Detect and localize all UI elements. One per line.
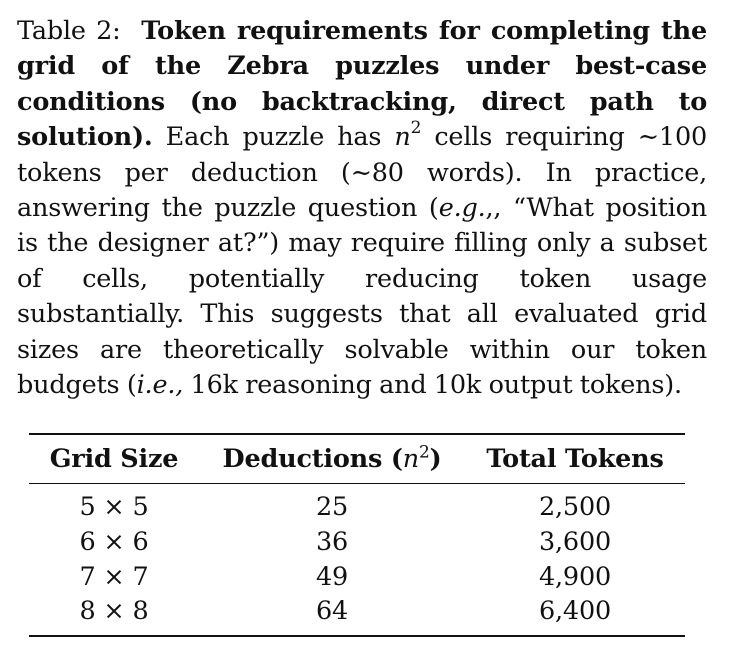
header-deductions-prefix: Deductions ( xyxy=(222,444,403,474)
caption-text-2: cells requiring ∼100 tokens per deduction (∼80 words). In practice, answering the puzzle question ( xyxy=(17,122,708,224)
cell-grid: 8 × 8 xyxy=(29,594,199,636)
token-table xyxy=(29,433,685,637)
header-grid-size: Grid Size xyxy=(29,434,199,484)
caption-text-1: Each puzzle has xyxy=(165,122,395,153)
cell-deductions: 25 xyxy=(199,484,465,525)
cell-tokens: 6,400 xyxy=(465,594,685,636)
header-deductions-sup: 2 xyxy=(418,442,430,463)
caption-sup-2: 2 xyxy=(410,117,422,138)
header-deductions xyxy=(199,434,465,484)
table-header-row xyxy=(29,434,685,484)
table-row xyxy=(29,484,685,525)
table-row xyxy=(29,594,685,636)
cell-tokens: 4,900 xyxy=(538,561,611,592)
cell-grid: 5 × 5 xyxy=(29,484,199,525)
cell-deductions: 36 xyxy=(315,526,349,557)
token-table-wrapper xyxy=(29,433,685,637)
header-deductions-suffix: ) xyxy=(429,444,442,474)
cell-tokens: 3,600 xyxy=(538,526,611,557)
caption-text-3: ,, “What position is the designer at?”) may require filling only a subset of cells, potentially reducing token usage substantially. This suggests that all evaluated grid sizes are theoretically solvable within our token budgets ( xyxy=(17,193,707,401)
caption-label: Table 2: xyxy=(17,16,121,46)
caption-ie: i.e., xyxy=(136,370,184,401)
cell-deductions: 49 xyxy=(315,561,349,592)
cell-tokens: 2,500 xyxy=(465,484,685,525)
cell-grid: 7 × 7 xyxy=(79,561,149,592)
cell-grid: 6 × 6 xyxy=(79,526,149,557)
caption-text-4: 16k reasoning and 10k output tokens). xyxy=(183,370,682,401)
caption-eg: e.g. xyxy=(438,193,486,224)
header-deductions-var: n xyxy=(402,444,419,474)
header-total-tokens: Total Tokens xyxy=(465,434,685,484)
caption-title: Token requirements for completing the grid of the Zebra puzzles under best-case conditions (no backtracking, direct path to solution). xyxy=(17,16,708,153)
table-row xyxy=(29,560,685,595)
caption-var-n: n xyxy=(394,122,411,153)
table-row xyxy=(29,525,685,560)
table-caption xyxy=(17,14,707,403)
cell-deductions: 64 xyxy=(199,594,465,636)
